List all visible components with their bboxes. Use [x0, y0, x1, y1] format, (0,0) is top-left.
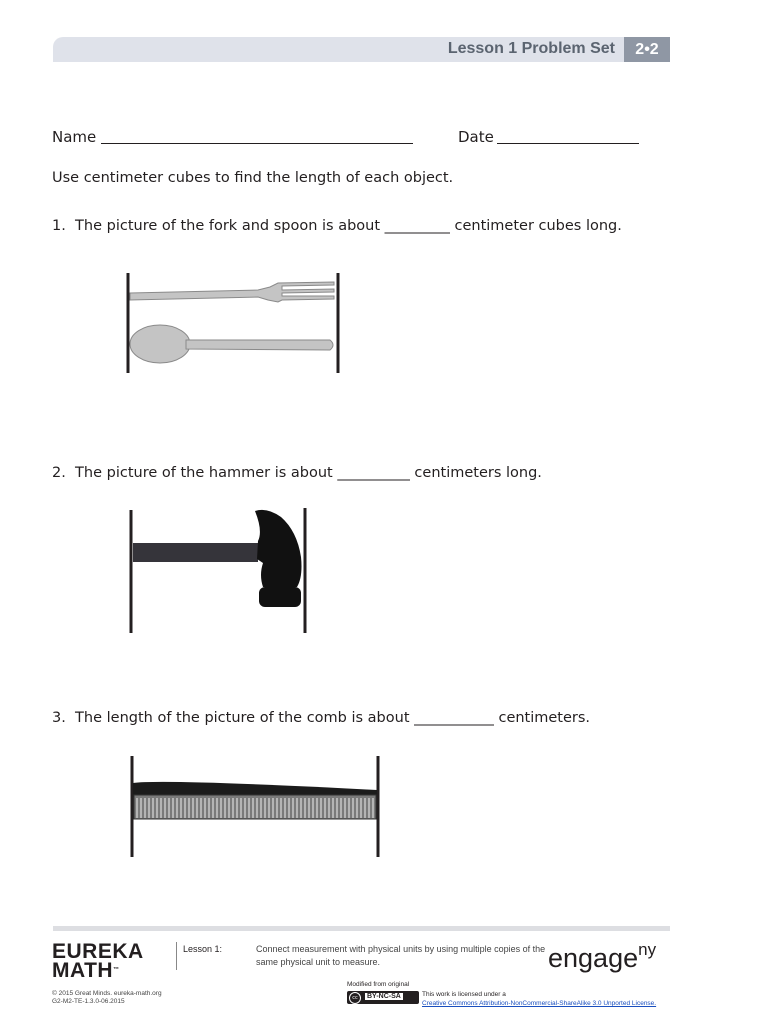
cc-license-badge[interactable]: [347, 991, 419, 1004]
cc-icon: cc: [349, 992, 361, 1004]
copyright-line-2: G2-M2-TE-1.3.0-06.2015: [52, 998, 125, 1005]
instruction: Use centimeter cubes to find the length of each object.: [52, 170, 454, 186]
date-field[interactable]: [497, 143, 639, 144]
license-text: [422, 990, 656, 1008]
date-label: Date: [458, 128, 494, 146]
logo-trademark: ™: [113, 967, 120, 973]
brand-text: engage: [548, 943, 639, 973]
fork-and-spoon-image: [120, 270, 350, 376]
engageny-logo: [548, 942, 656, 974]
grade-module-badge: 2•2: [624, 37, 670, 62]
hammer-icon: [133, 510, 302, 607]
lesson-label: Lesson 1:: [183, 944, 223, 954]
comb-icon: [133, 782, 377, 819]
fork-icon: [130, 282, 334, 302]
name-field[interactable]: [101, 143, 413, 144]
license-link[interactable]: Creative Commons Attribution-NonCommercial-ShareAlike 3.0 Unported License.: [422, 1000, 657, 1007]
question-1: 1. The picture of the fork and spoon is about _________ centimeter cubes long.: [52, 218, 622, 234]
question-2: 2. The picture of the hammer is about __________ centimeters long.: [52, 465, 542, 481]
footer-vertical-divider: [176, 942, 177, 970]
question-3: 3. The length of the picture of the comb is about ___________ centimeters.: [52, 710, 591, 726]
name-label: Name: [52, 128, 97, 146]
brand-superscript: ny: [638, 940, 657, 959]
license-line-1: This work is licensed under a: [422, 991, 506, 998]
copyright-line-1: © 2015 Great Minds. eureka-math.org: [52, 990, 162, 997]
lesson-description: Connect measurement with physical units by using multiple copies of the same physical unit to measure.: [256, 944, 546, 967]
logo-line-1: EUREKA: [52, 940, 144, 963]
eureka-math-logo: [52, 942, 144, 980]
hammer-image: [125, 505, 315, 637]
footer-divider-rule: [53, 926, 670, 931]
modified-note: Modified from original: [347, 981, 410, 988]
logo-line-2: MATH: [52, 959, 114, 982]
copyright: [52, 990, 162, 1006]
header-bar: [53, 37, 670, 62]
page-title: Lesson 1 Problem Set: [447, 40, 615, 57]
cc-badge-text: BY-NC-SA: [367, 993, 401, 1000]
comb-image: [125, 753, 385, 861]
spoon-icon: [130, 325, 333, 363]
